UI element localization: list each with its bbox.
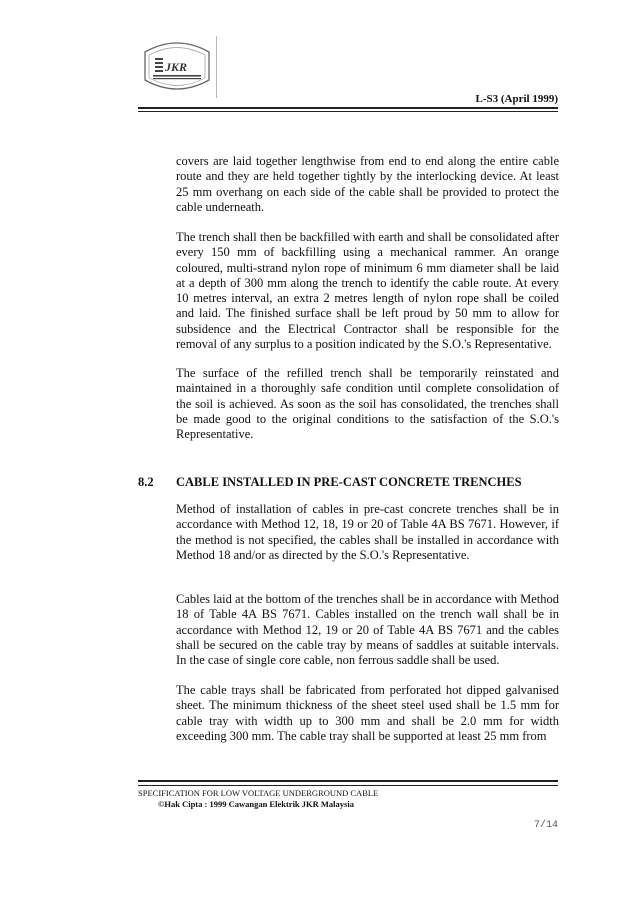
paragraph-text: covers are laid together lengthwise from end to end along the entire cable route and they are held together tightly by the interlocking device. At least 25 mm overhang on each side of the cable shall be provided to protect the cable underneath. xyxy=(176,154,559,214)
footer-copyright: ©Hak Cipta : 1999 Cawangan Elektrik JKR Malaysia xyxy=(158,799,354,809)
paragraph xyxy=(176,230,559,352)
paragraph-text: Method of installation of cables in pre-cast concrete trenches shall be in accordance with Method 12, 18, 19 or 20 of Table 4A BS 7671. However, if the method is not specified, the cables shall be installed in accordance with Method 18 and/or as directed by the S.O.'s Representative. xyxy=(176,502,559,562)
header-divider xyxy=(216,36,217,98)
paragraph-text: The surface of the refilled trench shall be temporarily reinstated and maintained in a thoroughly safe condition until complete consolidation of the soil is achieved. As soon as the soil has consolidated, the trenches shall be made good to the original conditions to the satisfaction of the S.O.'s Representative. xyxy=(176,366,559,442)
paragraph xyxy=(176,592,559,668)
document-reference: L-S3 (April 1999) xyxy=(475,93,558,105)
jkr-logo-emblem xyxy=(141,40,213,94)
paragraph xyxy=(176,366,559,442)
footer-rule xyxy=(138,780,558,782)
paragraph-text: Cables laid at the bottom of the trenches shall be in accordance with Method 18 of Table 4A BS 7671. Cables installed on the trench wall shall be in accordance with Method 12, 19 or 20 of Table 4A BS 7671 and the cables shall be secured on the cable tray by means of saddles at suitable intervals. In the case of single core cable, non ferrous saddle shall be used. xyxy=(176,592,559,668)
paragraph xyxy=(176,154,559,215)
jkr-logo xyxy=(141,40,213,94)
header-rule-thin xyxy=(138,111,558,112)
paragraph-text: The cable trays shall be fabricated from perforated hot dipped galvanised sheet. The minimum thickness of the sheet steel used shall be 1.5 mm for cable tray with width up to 300 mm and shall be 2.0 mm for width exceeding 300 mm. The cable tray shall be supported at least 25 mm from xyxy=(176,683,559,743)
page-number: 7/14 xyxy=(533,820,558,831)
paragraph xyxy=(176,683,559,744)
paragraph-text: The trench shall then be backfilled with earth and shall be consolidated after every 150 mm of backfilling using a mechanical rammer. An orange coloured, multi-strand nylon rope of minimum 6 mm diameter shall be laid at a depth of 300 mm along the trench to identify the cable route. At every 10 metres interval, an extra 2 metres length of nylon rope shall be coiled and laid. The finished surface shall be left proud by 50 mm to allow for subsidence and the Electrical Contractor shall be responsible for the removal of any surplus to a position indicated by the S.O.'s Representative. xyxy=(176,230,559,352)
section-title: CABLE INSTALLED IN PRE-CAST CONCRETE TRENCHES xyxy=(176,475,522,489)
footer-rule-thin xyxy=(138,785,558,786)
svg-text:JKR: JKR xyxy=(165,60,188,74)
paragraph xyxy=(176,502,559,563)
header-rule xyxy=(138,107,558,109)
section-number: 8.2 xyxy=(138,475,154,489)
footer-title: SPECIFICATION FOR LOW VOLTAGE UNDERGROUND CABLE xyxy=(138,788,379,798)
